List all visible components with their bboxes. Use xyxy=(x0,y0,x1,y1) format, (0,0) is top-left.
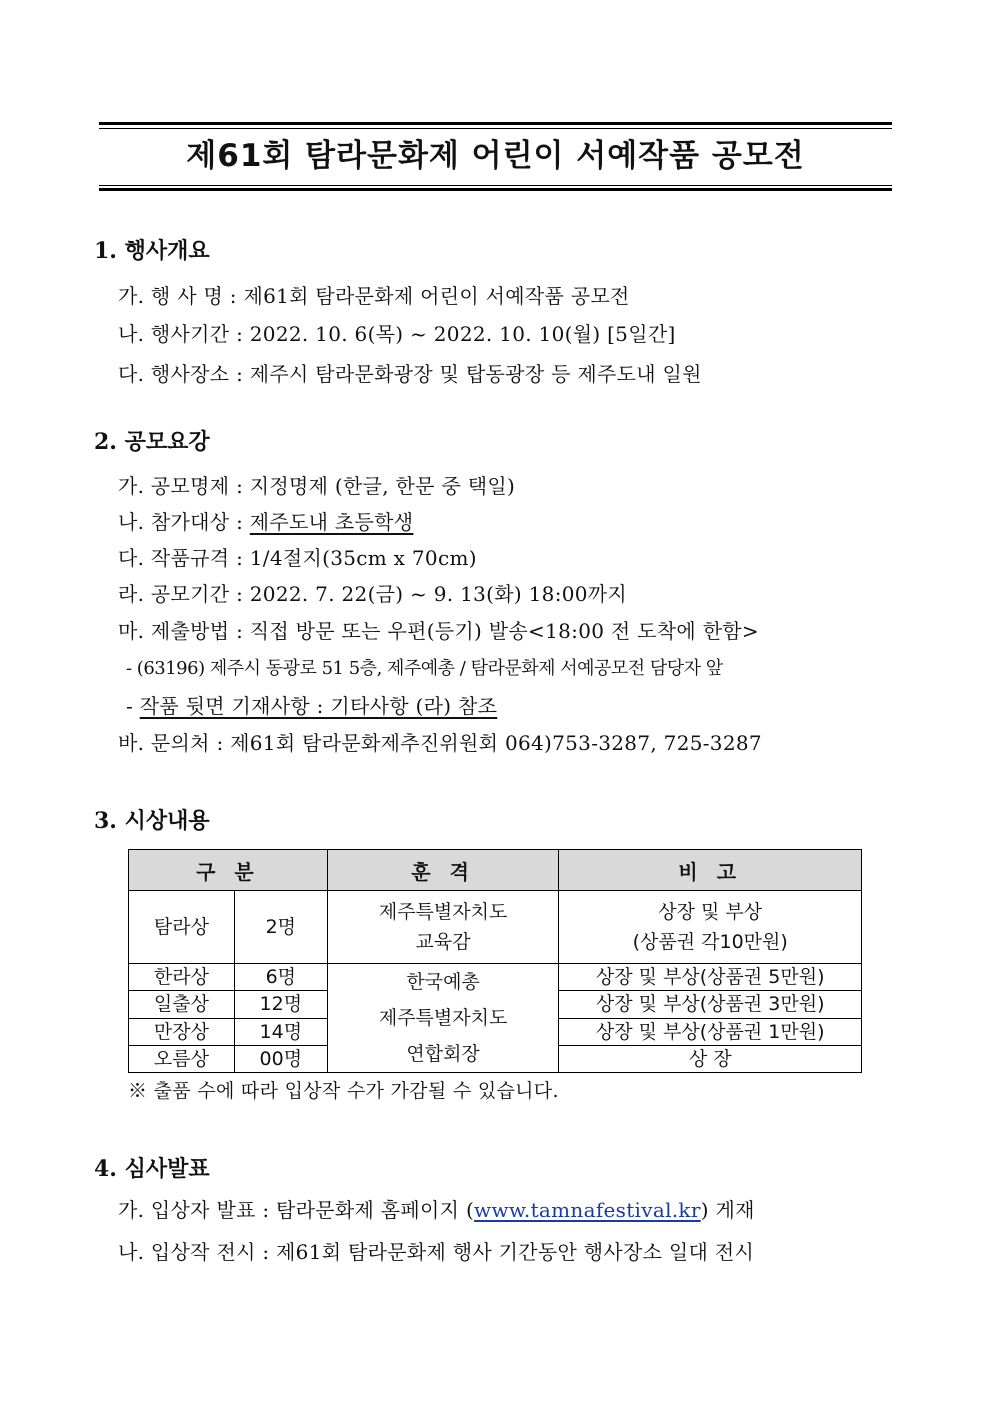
table-row xyxy=(129,964,862,991)
header-grantor: 훈 격 xyxy=(327,850,559,891)
title-box xyxy=(99,122,892,192)
winner-announcement-line xyxy=(118,1196,755,1224)
contest-period-line: 라. 공모기간 : 2022. 7. 22(금) ~ 9. 13(화) 18:00까지 xyxy=(118,582,628,606)
title-rule-bottom-thin xyxy=(99,185,892,186)
back-side-info-line xyxy=(126,692,497,720)
participants-label: 나. 참가대상 : xyxy=(118,510,250,534)
award-remarks: 상 장 xyxy=(559,1045,862,1072)
award-grantor xyxy=(327,964,559,1073)
section-3-heading: 3. 시상내용 xyxy=(94,808,210,834)
award-remarks: 상장 및 부상(상품권 1만원) xyxy=(559,1018,862,1045)
award-remarks: 상장 및 부상(상품권 5만원) xyxy=(559,964,862,991)
submission-address-line: - (63196) 제주시 동광로 51 5층, 제주예총 / 탐라문화제 서예공모전 담당자 앞 xyxy=(126,658,723,679)
award-grantor xyxy=(327,891,559,964)
winner-announcement-label: 가. 입상자 발표 : 탐라문화제 홈페이지 ( xyxy=(118,1198,475,1222)
event-name-line: 가. 행 사 명 : 제61회 탐라문화제 어린이 서예작품 공모전 xyxy=(118,284,630,308)
festival-homepage-link[interactable]: www.tamnafestival.kr xyxy=(474,1198,701,1222)
event-venue-line: 다. 행사장소 : 제주시 탐라문화광장 및 탑동광장 등 제주도내 일원 xyxy=(118,362,702,386)
awards-header-row xyxy=(129,850,862,891)
title-rule-top-thin xyxy=(99,128,892,129)
event-period-line: 나. 행사기간 : 2022. 10. 6(목) ~ 2022. 10. 10(월) [5일간] xyxy=(118,322,676,346)
section-2-heading: 2. 공모요강 xyxy=(94,429,210,455)
title-rule-top xyxy=(99,122,892,125)
grantor-line: 제주특별자치도 xyxy=(378,1007,508,1029)
back-side-info-value: 작품 뒷면 기재사항 : 기타사항 (라) 참조 xyxy=(139,694,498,718)
grantor-line: 한국예총 xyxy=(406,971,480,993)
grantor-line: 연합회장 xyxy=(406,1043,480,1065)
award-name: 탐라상 xyxy=(129,891,235,964)
work-size-line: 다. 작품규격 : 1/4절지(35cm x 70cm) xyxy=(118,546,477,570)
document-title: 제61회 탐라문화제 어린이 서예작품 공모전 xyxy=(186,138,805,174)
header-remarks: 비 고 xyxy=(559,850,862,891)
award-name: 오름상 xyxy=(129,1045,235,1072)
award-count: 2명 xyxy=(234,891,327,964)
participants-value: 제주도내 초등학생 xyxy=(249,510,414,534)
remarks-line: 상장 및 부상 xyxy=(658,901,763,923)
grantor-line: 제주특별자치도 xyxy=(378,901,508,923)
award-remarks: 상장 및 부상(상품권 3만원) xyxy=(559,991,862,1018)
grantor-line: 교육감 xyxy=(415,931,471,953)
table-row xyxy=(129,891,862,964)
award-count: 14명 xyxy=(234,1018,327,1045)
award-name: 만장상 xyxy=(129,1018,235,1045)
remarks-line: (상품권 각10만원) xyxy=(632,931,788,953)
title-rule-bottom xyxy=(99,188,892,191)
section-1-heading: 1. 행사개요 xyxy=(94,238,210,264)
awards-table xyxy=(128,849,862,1073)
award-count: 6명 xyxy=(234,964,327,991)
participants-line xyxy=(118,508,413,536)
awards-note: ※ 출품 수에 따라 입상작 수가 가감될 수 있습니다. xyxy=(128,1080,559,1102)
winner-announcement-suffix: ) 게재 xyxy=(700,1198,755,1222)
award-remarks xyxy=(559,891,862,964)
award-name: 한라상 xyxy=(129,964,235,991)
award-count: 00명 xyxy=(234,1045,327,1072)
award-name: 일출상 xyxy=(129,991,235,1018)
contest-theme-line: 가. 공모명제 : 지정명제 (한글, 한문 중 택일) xyxy=(118,474,516,498)
contact-line: 바. 문의처 : 제61회 탐라문화제추진위원회 064)753-3287, 725-3287 xyxy=(118,731,762,755)
section-4-heading: 4. 심사발표 xyxy=(94,1156,210,1182)
back-side-dash: - xyxy=(126,694,140,718)
exhibition-line: 나. 입상작 전시 : 제61회 탐라문화제 행사 기간동안 행사장소 일대 전시 xyxy=(118,1240,755,1264)
header-category: 구 분 xyxy=(129,850,328,891)
award-count: 12명 xyxy=(234,991,327,1018)
submission-method-line: 마. 제출방법 : 직접 방문 또는 우편(등기) 발송<18:00 전 도착에 한함> xyxy=(118,619,759,643)
